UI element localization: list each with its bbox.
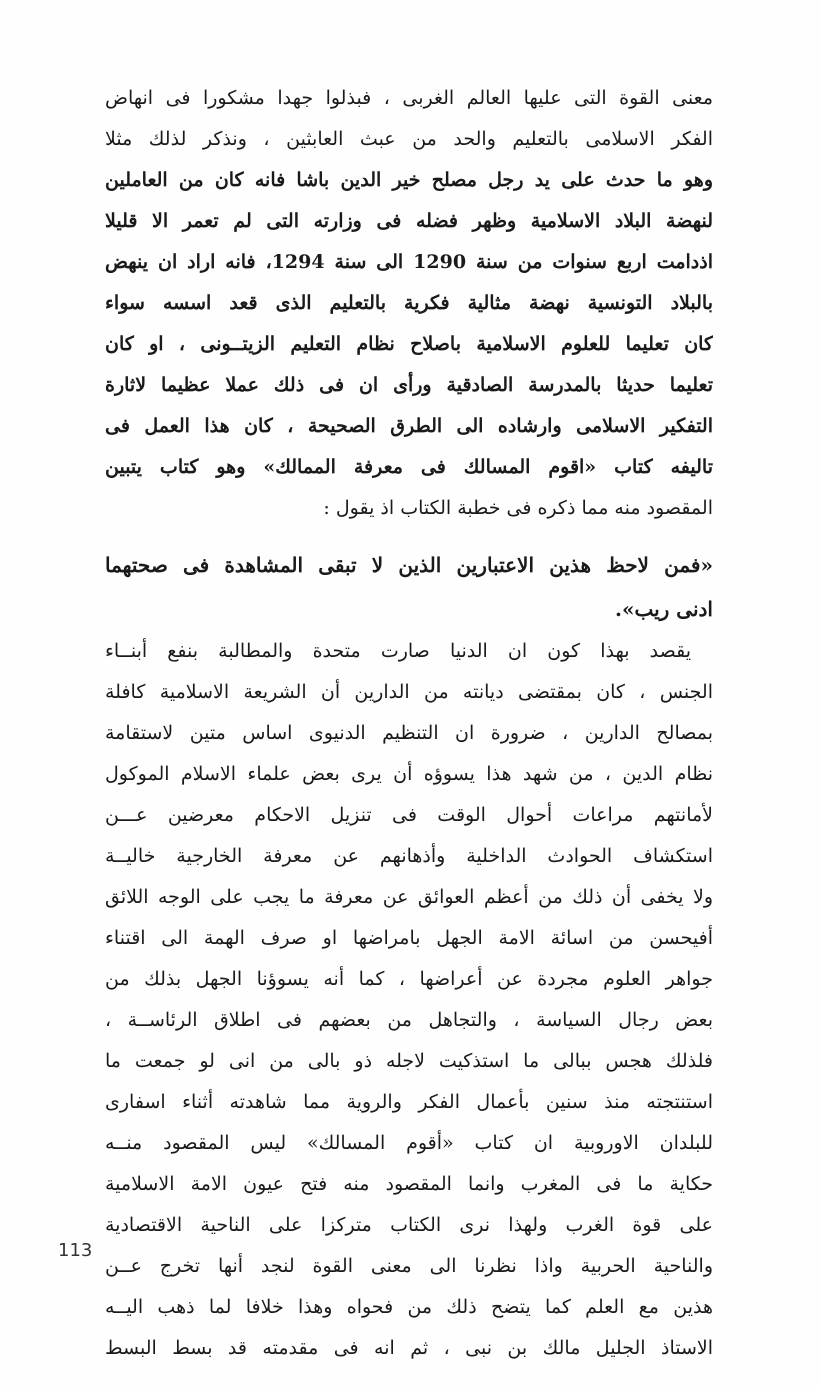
quote-block	[105, 543, 713, 631]
text-line: ولا يخفى أن ذلك من أعظم العوائق عن معرفة ما يجب على الوجه اللائق	[105, 886, 713, 908]
text-line: لأمانتهم مراعات أحوال الوقت فى تنزيل الاحكام معرضين عـــن	[105, 804, 713, 826]
text-line: معنى القوة التى عليها العالم الغربى ، فبذلوا جهدا مشكورا فى انهاض	[105, 87, 713, 109]
text-line: استكشاف الحوادث الداخلية وأذهانهم عن معرفة الخارجية خاليــة	[105, 845, 713, 867]
paragraph-1	[105, 78, 713, 529]
text-line: تاليفه كتاب «اقوم المسالك فى معرفة الممالك» وهو كتاب يتبين	[105, 456, 713, 478]
text-line: هذين مع العلم كما يتضح ذلك من فحواه وهذا خلافا لما ذهب اليــه	[105, 1296, 713, 1318]
text-line: أفيحسن من اسائة الامة الجهل بامراضها او صرف الهمة الى اقتناء	[105, 927, 713, 949]
text-line: وهو ما حدث على يد رجل مصلح خير الدين باشا فانه كان من العاملين	[105, 169, 713, 191]
paragraph-2	[105, 631, 713, 1369]
text-line: على قوة الغرب ولهذا نرى الكتاب متركزا على الناحية الاقتصادية	[105, 1214, 713, 1236]
text-line: كان تعليما للعلوم الاسلامية باصلاح نظام التعليم الزيتــونى ، او كان	[105, 333, 713, 355]
text-line: الاستاذ الجليل مالك بن نبى ، ثم انه فى مقدمته قد بسط البسط	[105, 1337, 713, 1359]
text-line: بالبلاد التونسية نهضة مثالية فكرية بالتعليم الذى قعد اسسه سواء	[105, 292, 713, 314]
text-line: اذدامت اربع سنوات من سنة 1290 الى سنة 1294، فانه اراد ان ينهض	[105, 251, 713, 273]
text-line: استنتجته منذ سنين بأعمال الفكر والروية مما شاهدته أثناء اسفارى	[105, 1091, 713, 1113]
text-line: تعليما حديثا بالمدرسة الصادقية ورأى ان فى ذلك عملا عظيما لاثارة	[105, 374, 713, 396]
text-line: جواهر العلوم مجردة عن أعراضها ، كما أنه يسوؤنا الجهل بذلك من	[105, 968, 713, 990]
page-number: 113	[58, 1240, 93, 1261]
text-line: فلذلك هجس ببالى ما استذكيت لاجله ذو بالى من انى لو جمعت ما	[105, 1050, 713, 1072]
text-line: الفكر الاسلامى بالتعليم والحد من عبث العابثين ، ونذكر لذلك مثلا	[105, 128, 713, 150]
text-line: نظام الدين ، من شهد هذا يسوؤه أن يرى بعض علماء الاسلام الموكول	[105, 763, 713, 785]
paragraph-gap	[105, 529, 713, 543]
text-line: المقصود منه مما ذكره فى خطبة الكتاب اذ يقول :	[323, 497, 713, 519]
text-line: حكاية ما فى المغرب وانما المقصود منه فتح عيون الامة الاسلامية	[105, 1173, 713, 1195]
text-line: لنهضة البلاد الاسلامية وظهر فضله فى وزارته التى لم تعمر الا قليلا	[105, 210, 713, 232]
quote-line: ادنى ريب».	[615, 597, 713, 621]
text-line: للبلدان الاوروبية ان كتاب «أقوم المسالك» ليس المقصود منــه	[105, 1132, 713, 1154]
text-line: التفكير الاسلامى وارشاده الى الطرق الصحيحة ، كان هذا العمل فى	[105, 415, 713, 437]
text-line: والناحية الحربية واذا نظرنا الى معنى القوة لنجد أنها تخرج عــن	[105, 1255, 713, 1277]
text-line: يقصد بهذا كون ان الدنيا صارت متحدة والمطالبة بنفع أبنــاء	[105, 640, 691, 662]
text-line: الجنس ، كان بمقتضى ديانته من الدارين أن الشريعة الاسلامية كافلة	[105, 681, 713, 703]
body-text	[105, 78, 713, 1369]
text-line: بعض رجال السياسة ، والتجاهل من بعضهم فى اطلاق الرئاســة ،	[105, 1009, 713, 1031]
quote-line: «فمن لاحظ هذين الاعتبارين الذين لا تبقى المشاهدة فى صحتهما	[105, 553, 713, 577]
text-line: بمصالح الدارين ، ضرورة ان التنظيم الدنيوى اساس متين لاستقامة	[105, 722, 713, 744]
